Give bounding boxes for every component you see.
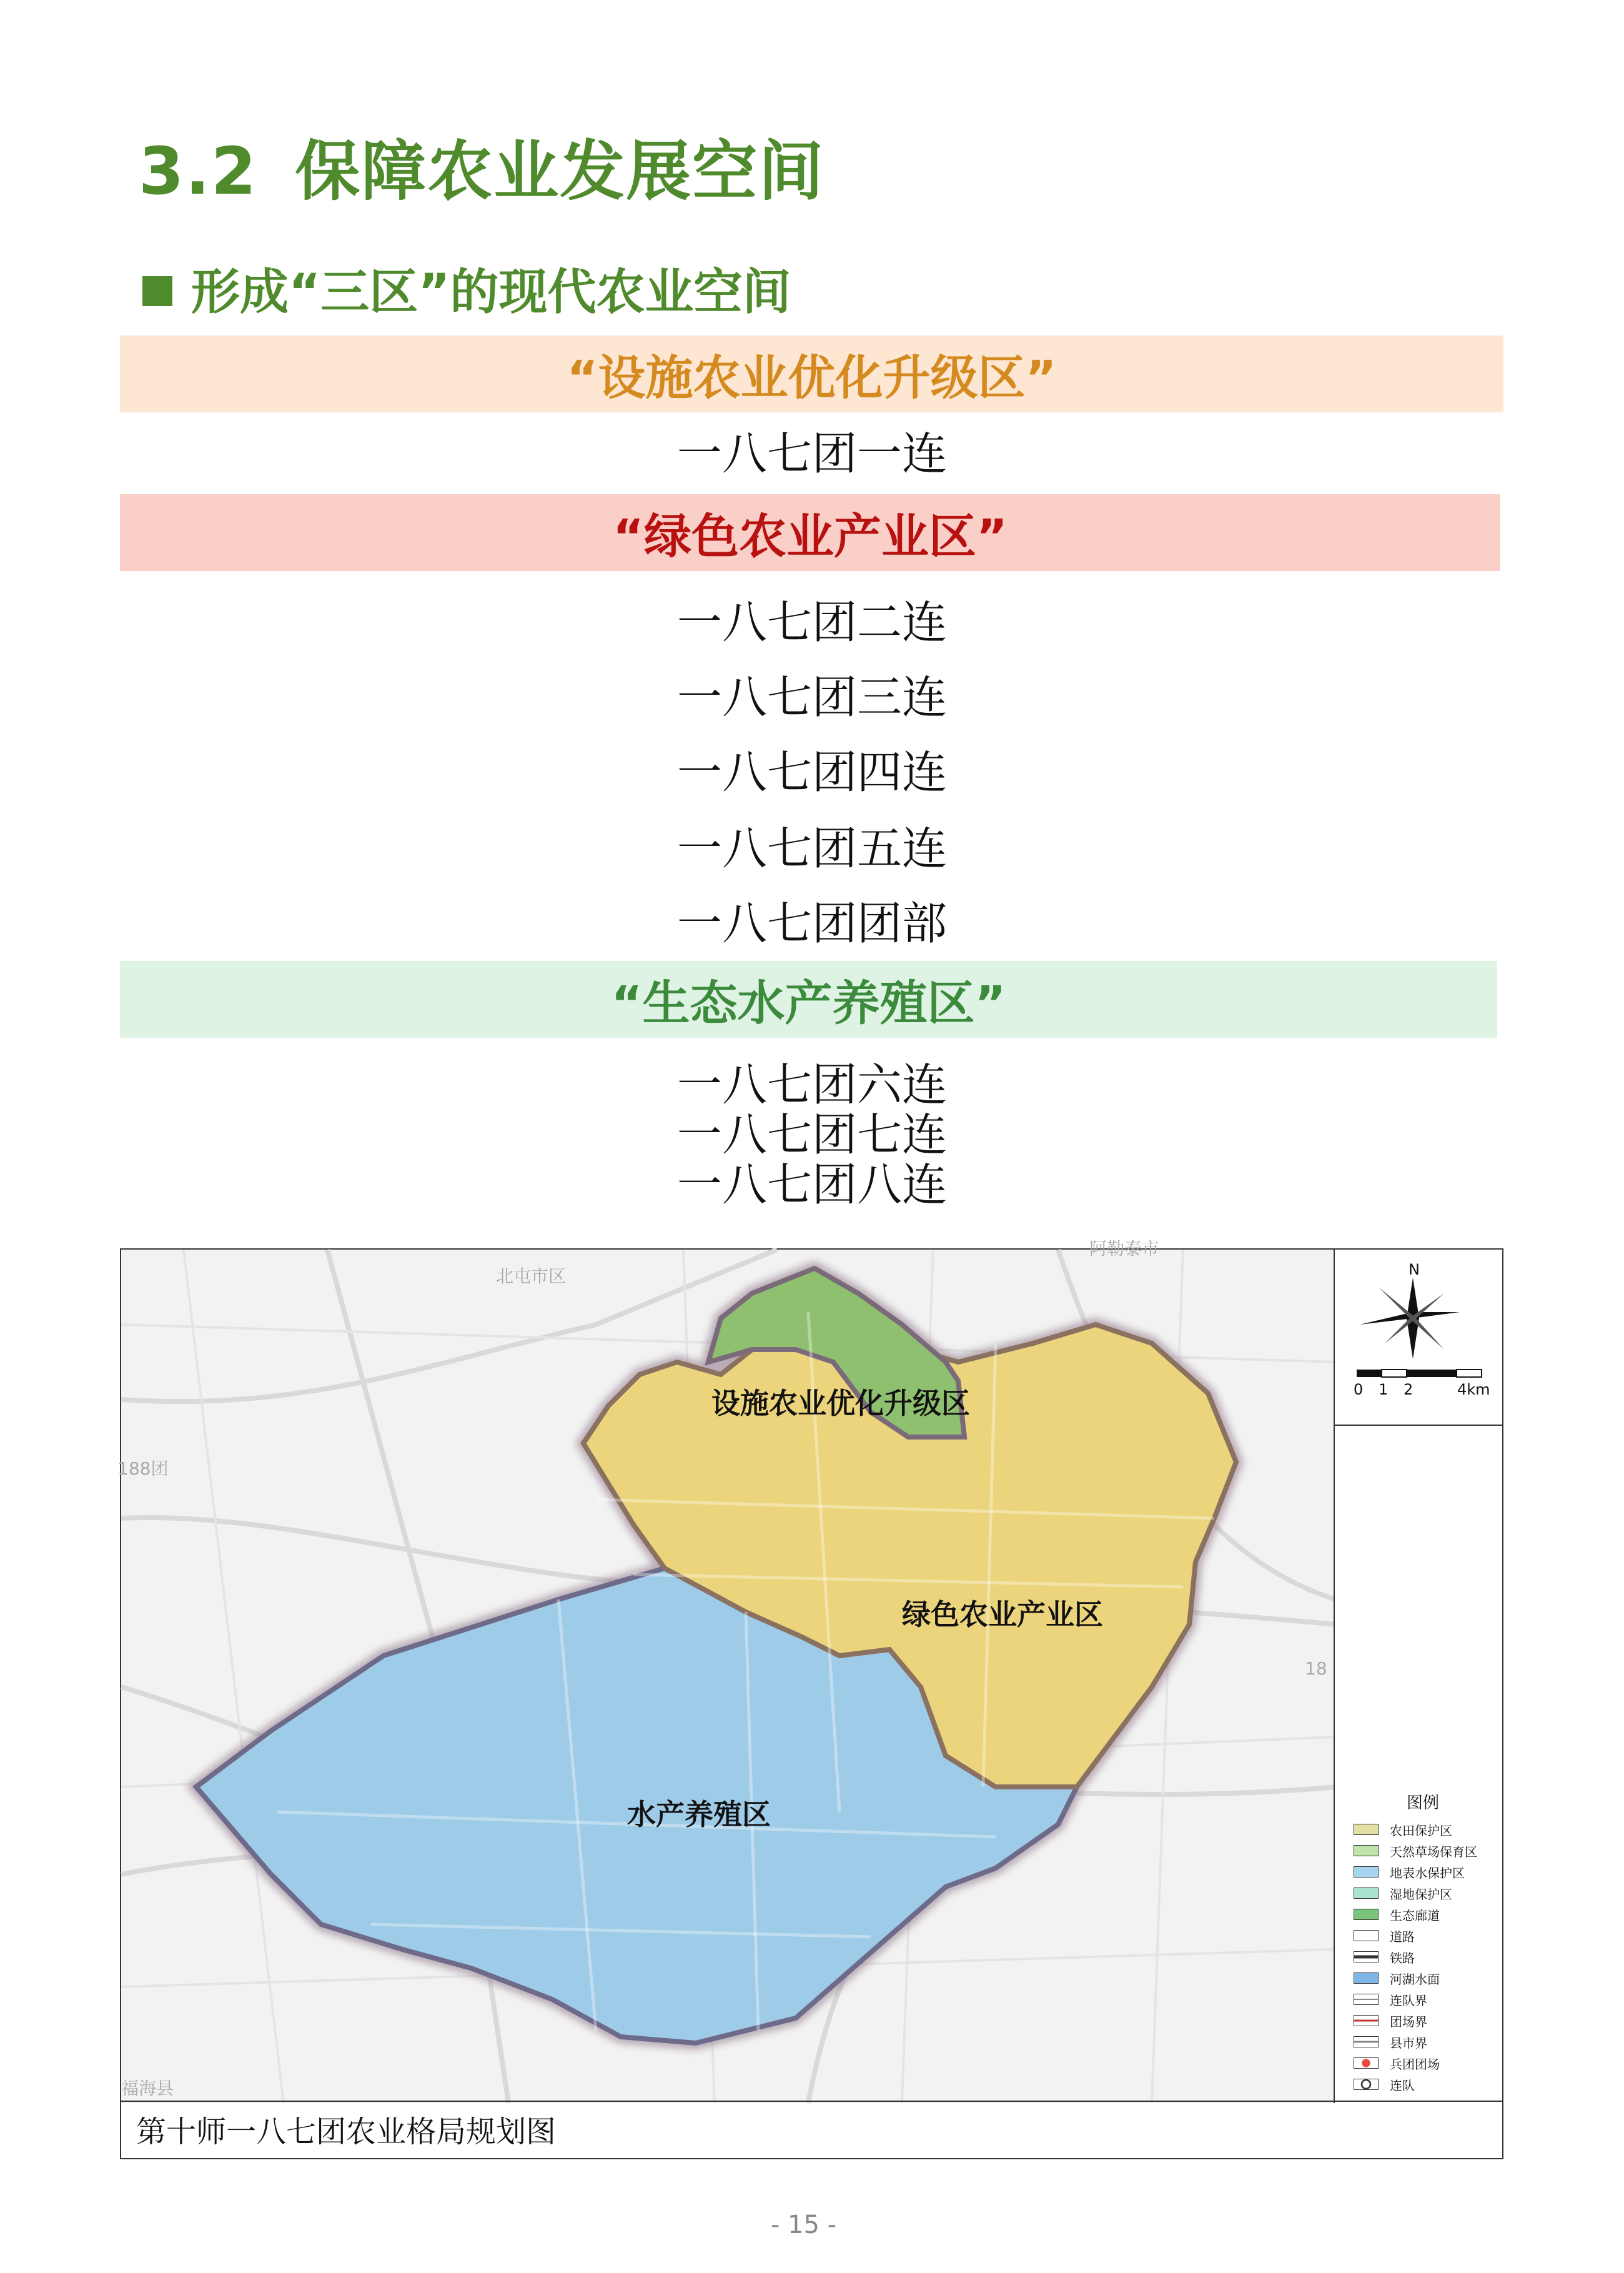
scale-tick-1: 1 bbox=[1379, 1381, 1389, 1398]
scale-tick-4km: 4km bbox=[1457, 1381, 1490, 1398]
legend-swatch bbox=[1354, 2015, 1379, 2026]
legend-swatch bbox=[1354, 1909, 1379, 1920]
unit-item: 一八七团五连 bbox=[676, 822, 947, 875]
unit-item: 一八七团七连 bbox=[676, 1108, 947, 1161]
subtitle-text: 形成“三区”的现代农业空间 bbox=[191, 264, 791, 321]
unit-item: 一八七团六连 bbox=[676, 1058, 947, 1111]
map-label-green: 绿色农业产业区 bbox=[902, 1598, 1103, 1631]
legend-swatch bbox=[1354, 1845, 1379, 1856]
legend-swatch bbox=[1354, 1824, 1379, 1835]
section-title bbox=[139, 119, 824, 212]
compass-scale bbox=[1335, 1250, 1502, 1425]
legend-label: 兵团团场 bbox=[1390, 2056, 1440, 2072]
map-place-west: 188团 bbox=[117, 1458, 169, 1479]
scale-tick-0: 0 bbox=[1354, 1381, 1364, 1398]
legend-panel bbox=[1334, 1250, 1502, 2103]
legend-label: 农田保护区 bbox=[1390, 1823, 1452, 1838]
legend-swatch bbox=[1354, 1951, 1379, 1962]
legend-swatch bbox=[1354, 1866, 1379, 1878]
scale-bar bbox=[1357, 1370, 1482, 1377]
legend-item bbox=[1354, 1885, 1452, 1901]
caption-divider bbox=[121, 2101, 1502, 2102]
zone-banner-aquaculture: “生态水产养殖区” bbox=[120, 961, 1497, 1038]
square-bullet-icon bbox=[142, 276, 172, 306]
legend-label: 铁路 bbox=[1390, 1950, 1415, 1966]
map-label-facility: 设施农业优化升级区 bbox=[711, 1386, 970, 1420]
scale-tick-2: 2 bbox=[1404, 1381, 1414, 1398]
legend-item bbox=[1354, 2055, 1440, 2071]
legend-item bbox=[1354, 2012, 1427, 2029]
map-canvas bbox=[117, 1238, 1336, 2103]
planning-map bbox=[117, 1238, 1503, 2159]
compass-north-label: N bbox=[1409, 1261, 1420, 1278]
legend-item bbox=[1354, 1949, 1415, 1965]
legend-item bbox=[1354, 1906, 1440, 1922]
legend-item bbox=[1354, 1970, 1440, 1986]
map-place-north: 北屯市区 bbox=[496, 1266, 567, 1286]
legend-label: 湿地保护区 bbox=[1390, 1886, 1452, 1902]
legend-swatch bbox=[1354, 1972, 1379, 1984]
unit-item: 一八七团三连 bbox=[676, 671, 947, 724]
map-place-northeast: 阿勒泰市 bbox=[1089, 1238, 1160, 1259]
legend-divider bbox=[1335, 1425, 1502, 1426]
legend-label: 河湖水面 bbox=[1390, 1971, 1440, 1987]
legend-swatch bbox=[1354, 2079, 1379, 2090]
legend-item bbox=[1354, 1927, 1415, 1944]
map-place-east: 18 bbox=[1305, 1658, 1327, 1679]
zone-banner-facility: “设施农业优化升级区” bbox=[120, 336, 1503, 412]
map-label-aquaculture: 水产养殖区 bbox=[627, 1798, 771, 1831]
legend-swatch bbox=[1354, 1930, 1379, 1941]
legend-swatch bbox=[1354, 1888, 1379, 1899]
legend-swatch bbox=[1354, 2036, 1379, 2047]
unit-item: 一八七团团部 bbox=[676, 897, 947, 950]
legend-item bbox=[1354, 2034, 1427, 2050]
legend-label: 天然草场保育区 bbox=[1390, 1844, 1477, 1859]
legend-label: 生态廊道 bbox=[1390, 1907, 1440, 1923]
page-number: - 15 - bbox=[770, 2211, 837, 2239]
map-place-southwest: 福海县 bbox=[121, 2078, 174, 2099]
subtitle bbox=[142, 253, 791, 323]
unit-item: 一八七团一连 bbox=[676, 427, 947, 480]
legend-label: 地表水保护区 bbox=[1390, 1865, 1465, 1881]
legend-swatch bbox=[1354, 2057, 1379, 2069]
legend-swatch bbox=[1354, 1994, 1379, 2005]
legend-item bbox=[1354, 1843, 1477, 1859]
legend-item bbox=[1354, 1821, 1452, 1838]
map-caption: 第十师一八七团农业格局规划图 bbox=[136, 2114, 557, 2149]
compass-rose-icon bbox=[1360, 1278, 1460, 1359]
legend-label: 县市界 bbox=[1390, 2035, 1427, 2051]
legend-item bbox=[1354, 1864, 1465, 1880]
unit-item: 一八七团二连 bbox=[676, 596, 947, 649]
legend-label: 道路 bbox=[1390, 1929, 1415, 1944]
legend-title: 图例 bbox=[1407, 1794, 1440, 1813]
legend-label: 团场界 bbox=[1390, 2014, 1427, 2029]
zone-banner-green: “绿色农业产业区” bbox=[120, 494, 1500, 571]
legend-item bbox=[1354, 1991, 1427, 2007]
legend-item bbox=[1354, 2076, 1415, 2092]
section-heading: 保障农业发展空间 bbox=[295, 133, 825, 209]
unit-item: 一八七团四连 bbox=[676, 746, 947, 798]
section-number: 3.2 bbox=[139, 133, 258, 209]
legend-label: 连队 bbox=[1390, 2077, 1415, 2093]
legend-label: 连队界 bbox=[1390, 1992, 1427, 2008]
unit-item: 一八七团八连 bbox=[676, 1158, 947, 1211]
